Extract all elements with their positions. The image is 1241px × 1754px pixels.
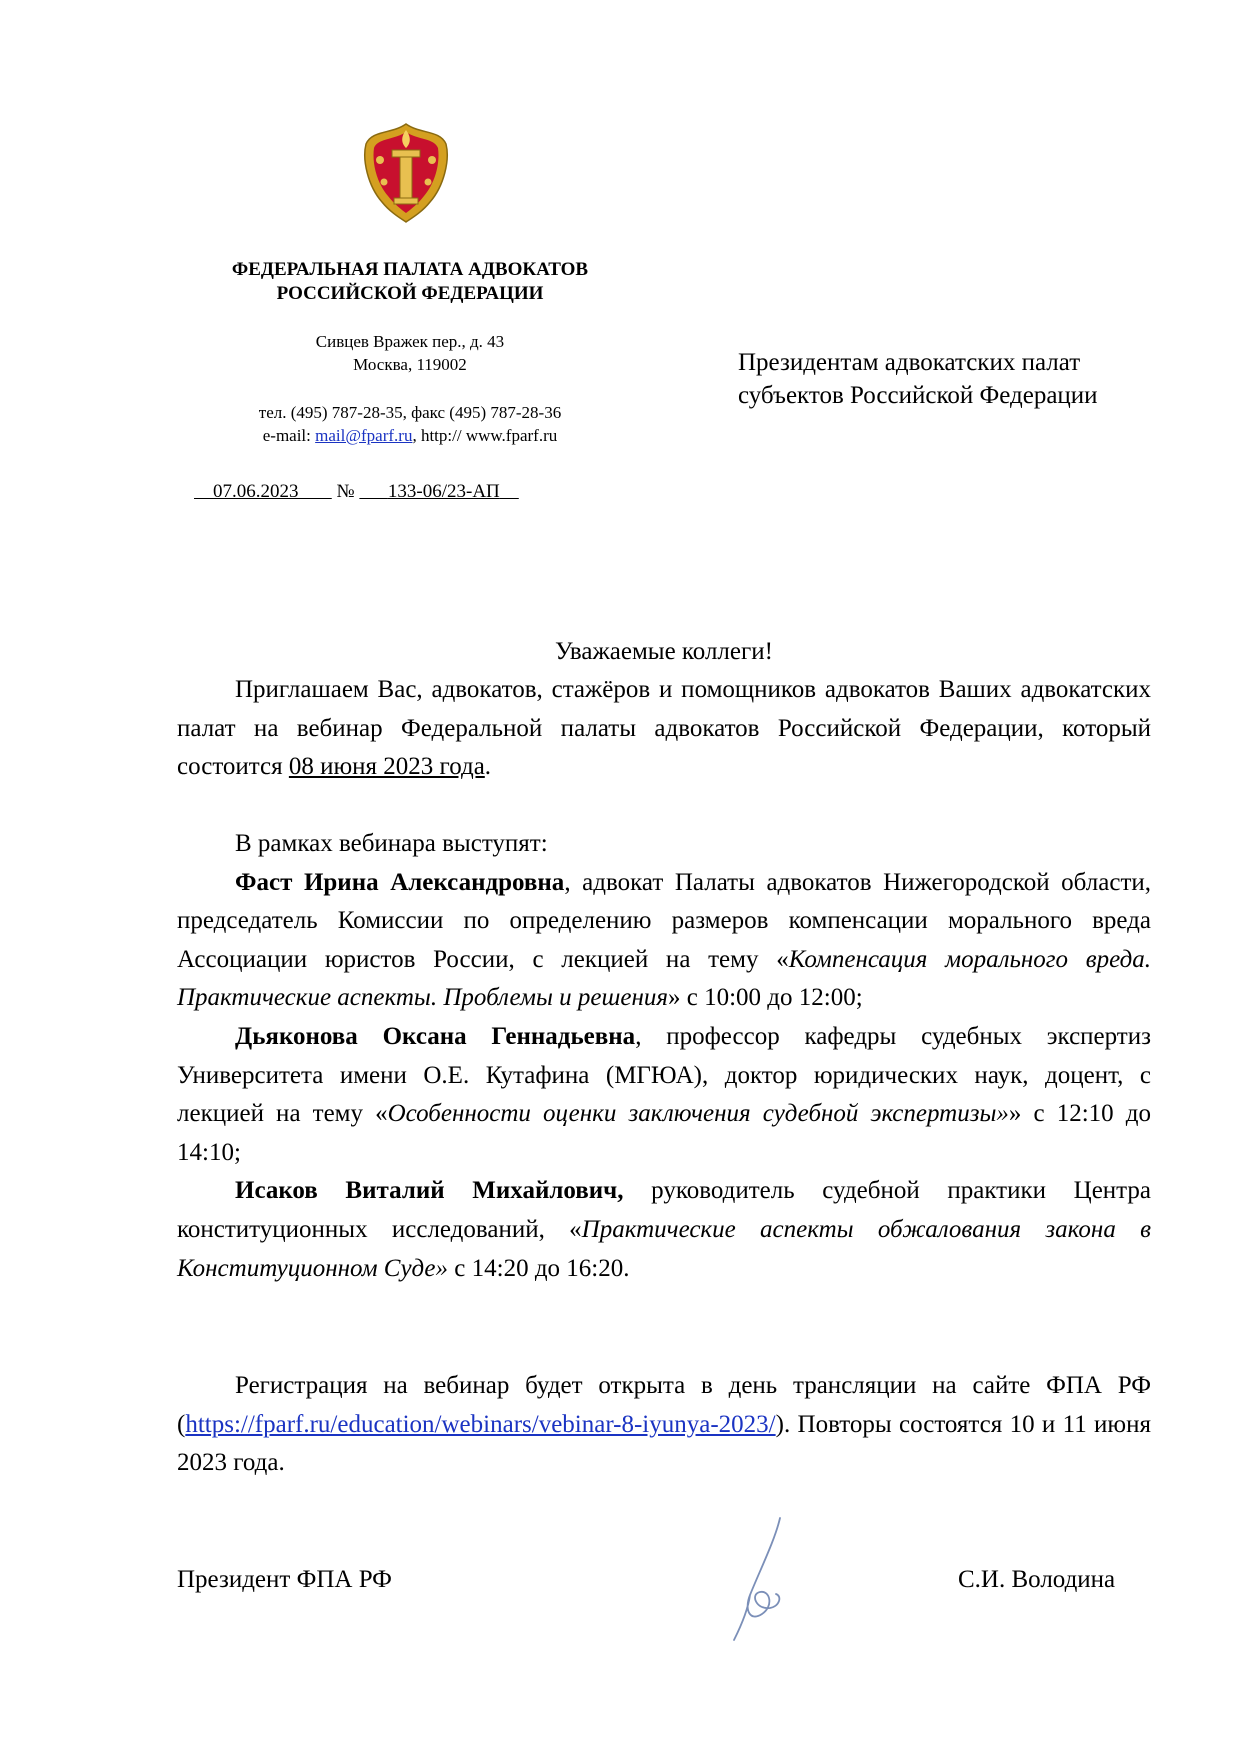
registration-section — [177, 1367, 1151, 1483]
org-email-line — [180, 424, 640, 447]
reference-date-field — [194, 481, 332, 502]
speaker-time: » с 10:00 до 12:00; — [668, 984, 863, 1012]
signatory-position: Президент ФПА РФ — [177, 1566, 392, 1593]
speaker-name: Исаков Виталий Михайлович, — [235, 1177, 624, 1205]
org-phone: тел. (495) 787-28-35, факс (495) 787-28-36 — [258, 403, 562, 422]
registration-text: Регистрация на вебинар будет открыта в день трансляции на сайте ФПА РФ ( — [177, 1372, 1151, 1438]
reference-number-field — [359, 481, 518, 502]
speaker-topic: Особенности оценки заключения судебной экспертизы» — [387, 1100, 1009, 1128]
reference-number: 133-06/23-АП — [387, 481, 500, 502]
intro-text: Приглашаем Вас, адвокатов, стажёров и помощников адвокатов Ваших адвокатских палат на вебинар Федеральной палаты адвокатов Российской Федерации, который состоится — [177, 676, 1151, 781]
speakers-intro: В рамках вебинара выступят: — [235, 830, 548, 857]
speaker-topic: Практические аспекты обжалования закона в Конституционном Суде» — [177, 1215, 1151, 1282]
intro-end: . — [484, 753, 492, 781]
speaker-name: Дьяконова Оксана Геннадьевна — [235, 1022, 636, 1050]
salutation: Уважаемые коллеги! — [555, 638, 773, 665]
number-sign: № — [336, 481, 355, 502]
speaker-desc: , адвокат Палаты адвокатов Нижегородской области, председатель Комиссии по определению размеров компенсации морального вреда Ассоциации юристов России, с лекцией на тему « — [177, 868, 1152, 973]
intro-date: 08 июня 2023 года — [288, 753, 485, 781]
speaker-item — [177, 864, 1151, 1018]
registration-paragraph — [177, 1367, 1151, 1483]
reference-line — [194, 481, 519, 503]
registration-link[interactable]: https://fparf.ru/education/webinars/vebinar-8-iyunya-2023/ — [185, 1410, 776, 1438]
web-text: , http:// www.fparf.ru — [412, 426, 558, 445]
speaker-name: Фаст Ирина Александровна — [235, 868, 565, 896]
recipient — [738, 346, 1098, 412]
chamber-emblem-icon — [360, 120, 452, 224]
org-address-line2: Москва, 119002 — [353, 355, 467, 374]
speaker-desc: , профессор кафедры судебных экспертиз Университета имени О.Е. Кутафина (МГЮА), доктор юридических наук, доцент, с лекцией на тему « — [177, 1022, 1151, 1128]
recipient-line2: субъектов Российской Федерации — [738, 382, 1098, 409]
signatory-name: С.И. Володина — [958, 1566, 1116, 1593]
registration-end: ). Повторы состоятся 10 и 11 июня 2023 года. — [177, 1410, 1151, 1477]
intro-paragraph — [177, 671, 1151, 787]
speaker-desc: руководитель судебной практики Центра конституционных исследований, « — [177, 1177, 1151, 1243]
org-name-line1: ФЕДЕРАЛЬНАЯ ПАЛАТА АДВОКАТОВ — [231, 259, 589, 280]
org-name — [180, 258, 640, 306]
speaker-topic: Компенсация морального вреда. Практические аспекты. Проблемы и решения — [177, 945, 1151, 1012]
letter-intro — [177, 671, 1151, 787]
org-name-line2: РОССИЙСКОЙ ФЕДЕРАЦИИ — [276, 283, 544, 304]
recipient-line1: Президентам адвокатских палат — [738, 349, 1081, 376]
email-prefix: e-mail: — [262, 426, 316, 445]
speaker-time: с 14:20 до 16:20. — [448, 1254, 630, 1282]
speaker-time: » с 12:10 до 14:10; — [177, 1100, 1152, 1166]
reference-date: 07.06.2023 — [213, 481, 299, 502]
org-contacts — [180, 401, 640, 447]
speaker-item — [177, 1018, 1151, 1172]
speakers-section — [177, 825, 1151, 1288]
handwritten-signature-icon — [720, 1510, 815, 1645]
speaker-item — [177, 1172, 1151, 1288]
org-address-line1: Сивцев Вражек пер., д. 43 — [315, 332, 505, 351]
org-address — [180, 330, 640, 376]
email-link[interactable]: mail@fparf.ru — [315, 426, 413, 445]
